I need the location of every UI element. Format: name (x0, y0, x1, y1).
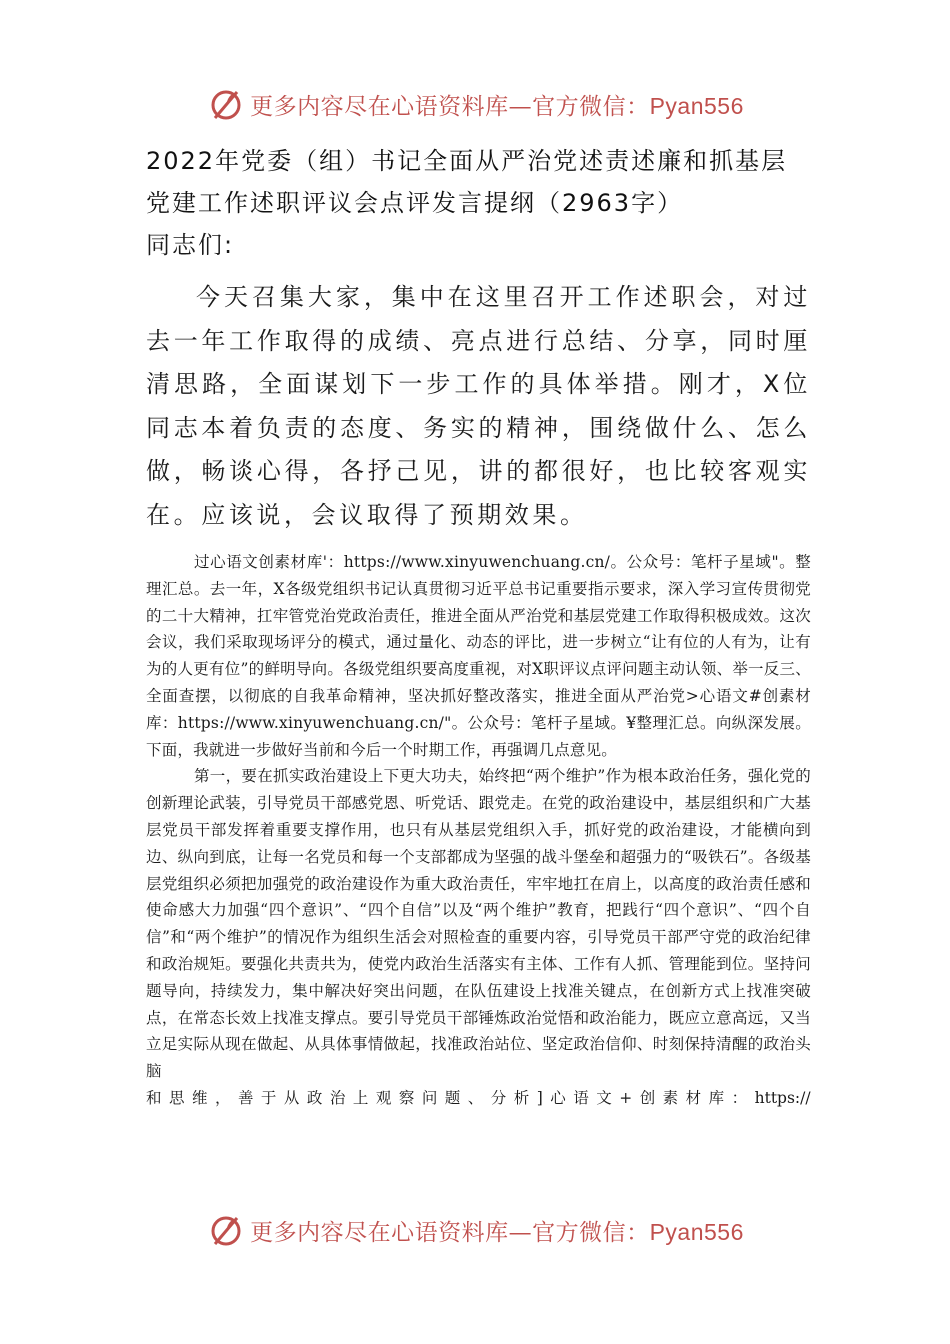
last-line-char: 于 (260, 1088, 277, 1107)
banner-text: 更多内容尽在心语资料库—官方微信：Pyan556 (250, 92, 744, 120)
document-body (146, 140, 811, 1112)
last-line-char: https:// (754, 1088, 811, 1107)
last-line-char: ， (214, 1088, 231, 1107)
last-line-char: 维 (191, 1088, 208, 1107)
last-line-char: 和 (146, 1088, 162, 1107)
last-line-char: 政 (306, 1088, 323, 1107)
last-line-char: 从 (283, 1088, 300, 1107)
last-line-char: 上 (352, 1088, 369, 1107)
last-line-char: 库 (708, 1088, 725, 1107)
last-line-char: ： (731, 1088, 748, 1107)
last-line-char: 析 (513, 1088, 530, 1107)
footer-banner (0, 1208, 950, 1252)
body-paragraph-2: 第一，要在抓实政治建设上下更大功夫，始终把“两个维护”作为根本政治任务，强化党的创新理论武装，引导党员干部感党恩、听党话、跟党走。在党的政治建设中，基层组织和广大基层党员干部发挥着重要支撑作用，也只有从基层党组织入手，抓好党的政治建设，才能横向到边、纵向到底，让每一名党员和每一个支部都成为坚强的战斗堡垒和超强力的“吸铁石”。各级基层党组织必须把加强党的政治建设作为重大政治责任，牢牢地扛在肩上，以高度的政治责任感和使命感大力加强“四个意识”、“四个自信”以及“两个维护”教育，把践行“四个意识”、“四个自信”和“两个维护”的情况作为组织生活会对照检查的重要内容，引导党员干部严守党的政治纪律和政治规矩。要强化共责共为，使党内政治生活落实有主体、工作有人抓、管理能到位。坚持问题导向，持续发力，集中解决好突出问题，在队伍建设上找准关键点，在创新方式上找准突破点，在常态长效上找准支撑点。要引导党员干部锤炼政治觉悟和政治能力，既应立意高远，又当立足实际从现在做起、从具体事情做起，找准政治站位、坚定政治信仰、时刻保持清醒的政治头脑 (146, 767, 811, 1081)
quill-pen-logo-icon (206, 1210, 246, 1250)
document-title: 2022年党委（组）书记全面从严治党述责述廉和抓基层党建工作述职评议会点评发言提纲（2963字） (146, 147, 788, 217)
last-line-char: 思 (168, 1088, 185, 1107)
banner-text: 更多内容尽在心语资料库—官方微信：Pyan556 (250, 1218, 744, 1246)
last-line-char: 材 (685, 1088, 702, 1107)
last-line-char: 、 (467, 1088, 484, 1107)
last-line-char: 创 (639, 1088, 656, 1107)
last-line-char: 治 (329, 1088, 346, 1107)
last-line-char: 文 (596, 1088, 612, 1107)
last-line-char: 心 (550, 1088, 566, 1107)
header-banner (0, 82, 950, 126)
last-line-char: 察 (398, 1088, 415, 1107)
last-line-char: ] (536, 1088, 543, 1107)
last-line-char: 语 (573, 1088, 589, 1107)
quill-pen-logo-icon (206, 84, 246, 124)
last-line-char: 善 (237, 1088, 254, 1107)
lead-paragraph: 今天召集大家，集中在这里召开工作述职会，对过去一年工作取得的成绩、亮点进行总结、分享，同时厘清思路，全面谋划下一步工作的具体举措。刚才，X位同志本着负责的态度、务实的精神，围绕做什么、怎么做，畅谈心得，各抒己见，讲的都很好，也比较客观实在。应该说，会议取得了预期效果。 (146, 283, 811, 529)
last-line-char: 问 (421, 1088, 438, 1107)
paragraph-2-last-line (146, 1085, 811, 1112)
last-line-char: + (619, 1088, 633, 1107)
salutation: 同志们: (146, 231, 235, 259)
last-line-char: 分 (490, 1088, 507, 1107)
body-paragraph-1: 过心语文创素材库'：https://www.xinyuwenchuang.cn/。公众号：笔杆子星域"。整理汇总。去一年，X各级党组织书记认真贯彻习近平总书记重要指示要求，深入学习宣传贯彻党的二十大精神，扛牢管党治党政治责任，推进全面从严治党和基层党建工作取得积极成效。这次会议，我们采取现场评分的模式，通过量化、动态的评比，进一步树立“让有位的人有为，让有为的人更有位”的鲜明导向。各级党组织要高度重视，对X职评议点评问题主动认领、举一反三、全面查摆，以彻底的自我革命精神，坚决抓好整改落实，推进全面从严治党>心语文#创素材库：https://www.xinyuwenchuang.cn/"。公众号：笔杆子星域。¥整理汇总。向纵深发展。下面，我就进一步做好当前和今后一个时期工作，再强调几点意见。 (146, 553, 811, 759)
last-line-char: 观 (375, 1088, 392, 1107)
last-line-char: 题 (444, 1088, 461, 1107)
last-line-char: 素 (662, 1088, 679, 1107)
